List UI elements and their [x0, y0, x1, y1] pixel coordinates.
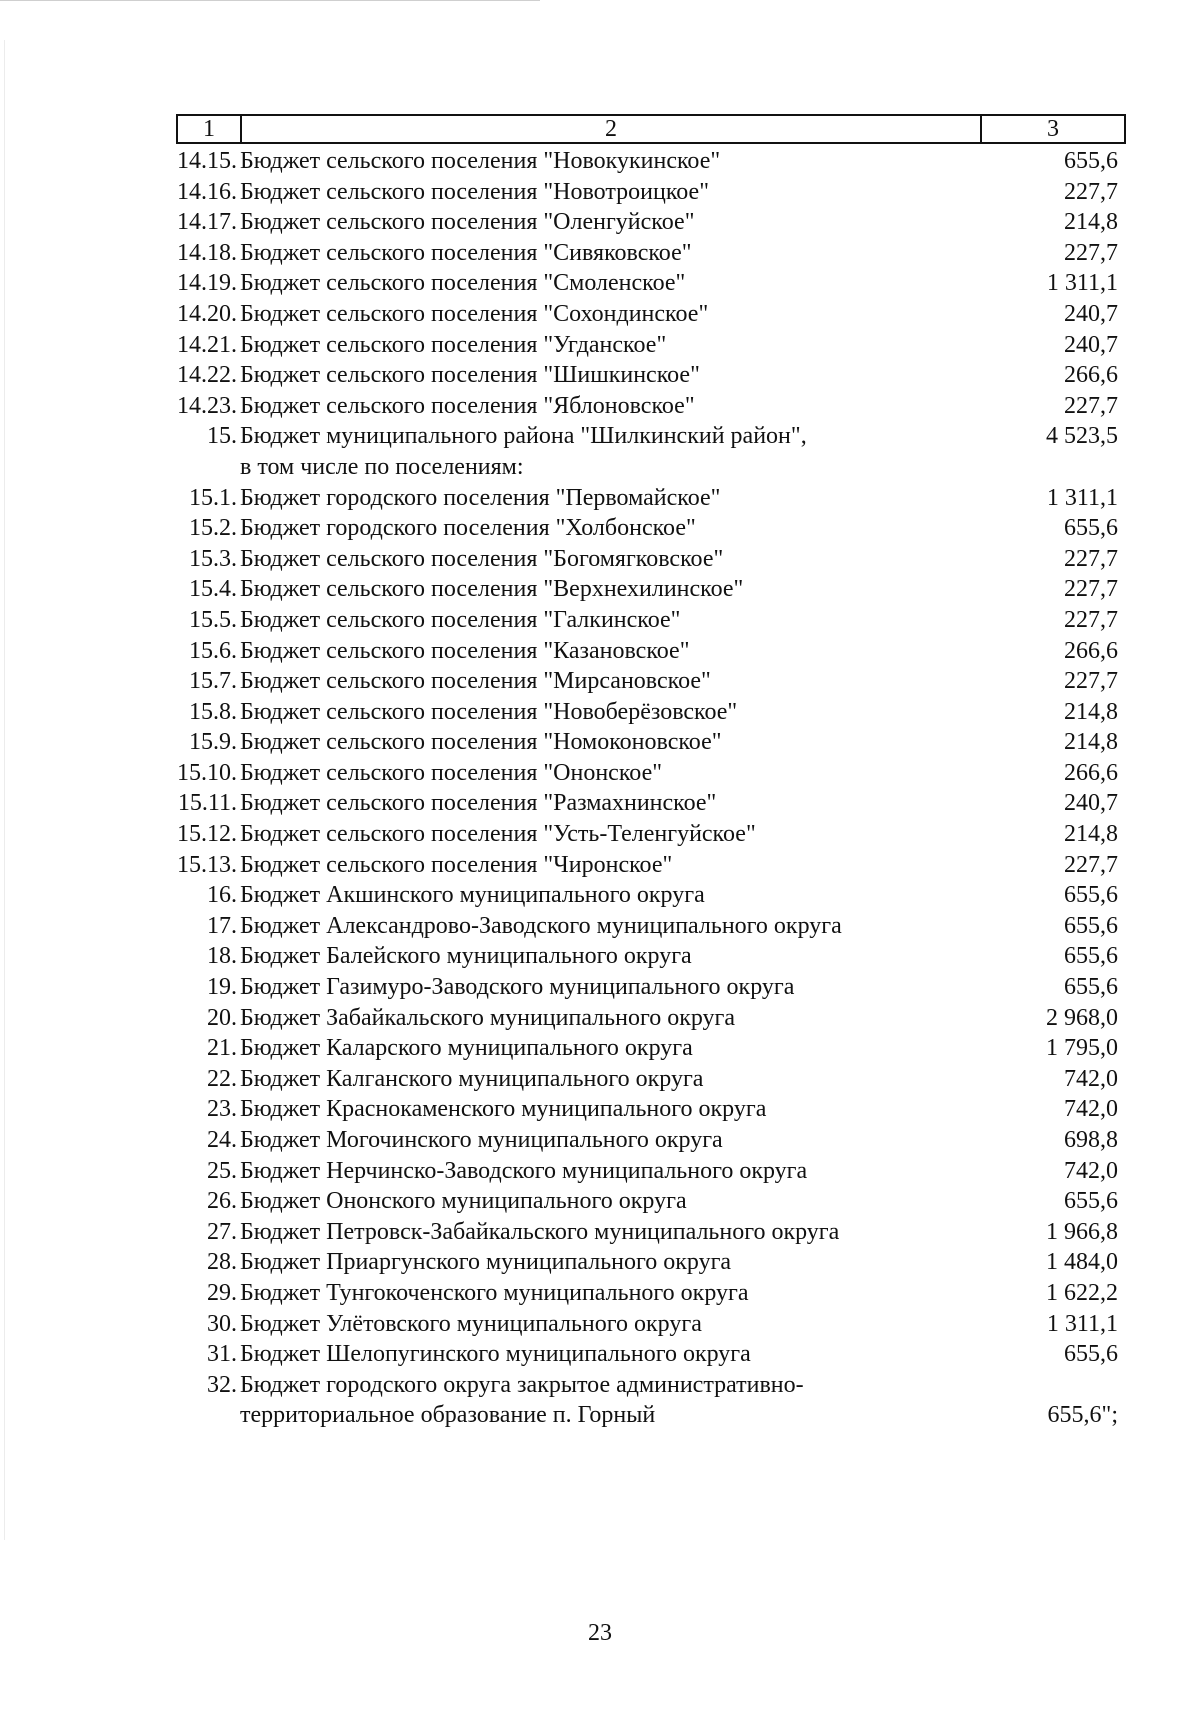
row-description: Бюджет сельского поселения "Ононское" — [240, 759, 663, 786]
table-row — [0, 1125, 1200, 1156]
row-number: 24. — [207, 1127, 237, 1153]
table-row — [0, 819, 1200, 850]
table-row — [0, 1278, 1200, 1309]
row-description: Бюджет Приаргунского муниципального округа — [240, 1249, 732, 1276]
table-row — [0, 788, 1200, 819]
row-number: 18. — [207, 943, 237, 970]
table-row — [0, 1309, 1200, 1340]
row-amount: 227,7 — [1064, 392, 1118, 419]
row-description: Бюджет муниципального района "Шилкинский район", — [240, 423, 807, 450]
row-amount: 1 795,0 — [1046, 1035, 1118, 1062]
row-number: 15.3. — [189, 545, 237, 572]
row-description: Бюджет Шелопугинского муниципального округа — [240, 1341, 751, 1368]
row-amount: 1 311,1 — [1046, 270, 1118, 297]
table-row — [0, 972, 1200, 1003]
table-row — [0, 177, 1200, 208]
row-amount: 240,7 — [1064, 331, 1118, 358]
row-amount: 655,6 — [1064, 148, 1118, 174]
table-row — [0, 1339, 1200, 1370]
row-amount: 214,8 — [1064, 209, 1118, 236]
table-row — [0, 330, 1200, 361]
row-description: Бюджет сельского поселения "Сивяковское" — [240, 239, 692, 266]
table-row — [0, 1033, 1200, 1064]
row-description: Бюджет сельского поселения "Верхнехилинское" — [240, 576, 744, 603]
row-description: Бюджет Нерчинско-Заводского муниципального округа — [240, 1157, 808, 1184]
table-row — [0, 758, 1200, 789]
row-number: 14.19. — [177, 270, 237, 297]
row-number: 14.15. — [177, 148, 237, 174]
row-description: Бюджет Тунгокоченского муниципального округа — [240, 1279, 749, 1306]
row-description: Бюджет Акшинского муниципального округа — [240, 882, 705, 909]
row-description: Бюджет сельского поселения "Номоконовское" — [240, 729, 722, 756]
row-description: Бюджет Балейского муниципального округа — [240, 943, 692, 970]
row-number: 25. — [207, 1157, 237, 1184]
row-amount: 227,7 — [1064, 668, 1118, 695]
row-description: Бюджет Краснокаменского муниципального округа — [240, 1096, 767, 1123]
row-description: Бюджет сельского поселения "Богомягковское" — [240, 545, 724, 572]
table-row — [0, 391, 1200, 422]
row-amount: 2 968,0 — [1046, 1004, 1118, 1031]
row-number: 14.20. — [177, 300, 237, 327]
row-number: 26. — [207, 1188, 237, 1215]
row-amount: 1 311,1 — [1046, 1310, 1118, 1337]
row-number: 15.4. — [189, 576, 237, 603]
row-description: Бюджет городского округа закрытое административно- — [240, 1371, 804, 1398]
row-number: 17. — [207, 912, 237, 939]
row-amount: 698,8 — [1064, 1127, 1118, 1153]
table-row — [0, 1186, 1200, 1217]
row-description: Бюджет сельского поселения "Размахнинское" — [240, 790, 717, 817]
row-amount: 1 484,0 — [1046, 1249, 1118, 1276]
row-amount: 266,6 — [1064, 759, 1118, 786]
row-amount: 742,0 — [1064, 1096, 1118, 1123]
row-description: Бюджет сельского поселения "Новотроицкое" — [240, 178, 709, 205]
row-description: Бюджет Калганского муниципального округа — [240, 1065, 704, 1092]
row-amount: 655,6 — [1064, 1188, 1118, 1215]
row-description: Бюджет сельского поселения "Чиронское" — [240, 851, 673, 878]
row-number: 14.21. — [177, 331, 237, 358]
row-amount: 227,7 — [1064, 239, 1118, 266]
table-row — [0, 1247, 1200, 1278]
table-row — [0, 574, 1200, 605]
row-description: Бюджет сельского поселения "Смоленское" — [240, 270, 686, 297]
table-row — [0, 880, 1200, 911]
row-description: Бюджет городского поселения "Первомайское" — [240, 484, 721, 511]
row-amount: 655,6"; — [1047, 1402, 1118, 1429]
row-number: 14.18. — [177, 239, 237, 266]
row-amount: 266,6 — [1064, 362, 1118, 389]
row-amount: 240,7 — [1064, 790, 1118, 817]
row-amount: 655,6 — [1064, 1341, 1118, 1368]
row-description: Бюджет городского поселения "Холбонское" — [240, 515, 696, 542]
table-row — [0, 238, 1200, 269]
table-row — [0, 1003, 1200, 1034]
row-amount: 227,7 — [1064, 606, 1118, 633]
row-number: 14.17. — [177, 209, 237, 236]
row-number: 31. — [207, 1341, 237, 1368]
row-number: 19. — [207, 974, 237, 1001]
row-number: 14.22. — [177, 362, 237, 389]
row-amount: 214,8 — [1064, 821, 1118, 848]
table-row — [0, 727, 1200, 758]
table-row — [0, 1094, 1200, 1125]
row-number: 16. — [207, 882, 237, 909]
row-amount: 1 311,1 — [1046, 484, 1118, 511]
row-number: 15.1. — [189, 484, 237, 511]
row-number: 15.6. — [189, 637, 237, 664]
table-row — [0, 636, 1200, 667]
row-amount: 1 622,2 — [1046, 1279, 1118, 1306]
row-number: 15.8. — [189, 698, 237, 725]
table-row — [0, 1064, 1200, 1095]
row-description: Бюджет Забайкальского муниципального округа — [240, 1004, 736, 1031]
table-row — [0, 697, 1200, 728]
row-number: 15.10. — [177, 759, 237, 786]
row-number: 22. — [207, 1065, 237, 1092]
row-description: Бюджет сельского поселения "Мирсановское" — [240, 668, 711, 695]
row-number: 15.5. — [189, 606, 237, 633]
row-description: территориальное образование п. Горный — [240, 1402, 656, 1429]
table-row — [0, 360, 1200, 391]
row-amount: 655,6 — [1064, 515, 1118, 542]
table-row — [0, 941, 1200, 972]
row-description: Бюджет сельского поселения "Оленгуйское" — [240, 209, 695, 236]
row-number: 28. — [207, 1249, 237, 1276]
table-row — [0, 605, 1200, 636]
row-number: 20. — [207, 1004, 237, 1031]
table-row — [0, 850, 1200, 881]
row-description: Бюджет Александрово-Заводского муниципального округа — [240, 912, 842, 939]
row-amount: 227,7 — [1064, 576, 1118, 603]
header-col-2: 2 — [242, 116, 982, 142]
row-number: 29. — [207, 1279, 237, 1306]
table-header — [176, 114, 1126, 144]
row-number: 32. — [207, 1371, 237, 1398]
row-description: Бюджет сельского поселения "Казановское" — [240, 637, 690, 664]
row-amount: 742,0 — [1064, 1157, 1118, 1184]
row-number: 27. — [207, 1218, 237, 1245]
budget-table-body — [0, 146, 1200, 1431]
row-number: 21. — [207, 1035, 237, 1062]
row-description: Бюджет сельского поселения "Сохондинское" — [240, 300, 709, 327]
table-row — [0, 452, 1200, 483]
table-row — [0, 207, 1200, 238]
row-amount: 227,7 — [1064, 178, 1118, 205]
row-amount: 655,6 — [1064, 912, 1118, 939]
row-number: 30. — [207, 1310, 237, 1337]
row-amount: 227,7 — [1064, 851, 1118, 878]
table-row — [0, 483, 1200, 514]
header-col-3: 3 — [1047, 115, 1059, 142]
table-row — [0, 513, 1200, 544]
row-amount: 214,8 — [1064, 698, 1118, 725]
row-number: 23. — [207, 1096, 237, 1123]
page-number: 23 — [588, 1620, 612, 1646]
table-row — [0, 1370, 1200, 1401]
table-row — [0, 421, 1200, 452]
row-amount: 266,6 — [1064, 637, 1118, 664]
row-number: 15.13. — [177, 851, 237, 878]
row-description: Бюджет сельского поселения "Новоберёзовское" — [240, 698, 738, 725]
row-number: 14.16. — [177, 178, 237, 205]
table-row — [0, 1400, 1200, 1431]
row-description: Бюджет сельского поселения "Угданское" — [240, 331, 667, 358]
row-description: Бюджет Могочинского муниципального округа — [240, 1127, 723, 1153]
row-amount: 655,6 — [1064, 974, 1118, 1001]
table-row — [0, 911, 1200, 942]
row-description: Бюджет сельского поселения "Усть-Теленгуйское" — [240, 821, 756, 848]
row-amount: 227,7 — [1064, 545, 1118, 572]
table-row — [0, 146, 1200, 177]
row-description: Бюджет Улётовского муниципального округа — [240, 1310, 702, 1337]
row-amount: 655,6 — [1064, 882, 1118, 909]
row-number: 15.7. — [189, 668, 237, 695]
row-amount: 240,7 — [1064, 300, 1118, 327]
row-description: в том числе по поселениям: — [240, 453, 524, 480]
row-description: Бюджет сельского поселения "Новокукинское" — [240, 148, 721, 174]
table-row — [0, 1217, 1200, 1248]
row-number: 15.12. — [177, 821, 237, 848]
row-amount: 4 523,5 — [1046, 423, 1118, 450]
row-description: Бюджет сельского поселения "Яблоновское" — [240, 392, 695, 419]
row-description: Бюджет Петровск-Забайкальского муниципального округа — [240, 1218, 840, 1245]
row-description: Бюджет сельского поселения "Шишкинское" — [240, 362, 700, 389]
table-row — [0, 666, 1200, 697]
scan-edge-top — [0, 0, 540, 1]
row-description: Бюджет Ононского муниципального округа — [240, 1188, 687, 1215]
header-col-1: 1 — [178, 116, 242, 142]
table-row — [0, 268, 1200, 299]
row-description: Бюджет Газимуро-Заводского муниципального округа — [240, 974, 795, 1001]
row-number: 14.23. — [177, 392, 237, 419]
row-number: 15. — [207, 423, 237, 450]
table-row — [0, 299, 1200, 330]
table-row — [0, 1156, 1200, 1187]
row-description: Бюджет сельского поселения "Галкинское" — [240, 606, 681, 633]
row-number: 15.9. — [189, 729, 237, 756]
row-number: 15.11. — [177, 790, 237, 817]
row-description: Бюджет Каларского муниципального округа — [240, 1035, 693, 1062]
row-amount: 1 966,8 — [1046, 1218, 1118, 1245]
row-amount: 214,8 — [1064, 729, 1118, 756]
row-amount: 655,6 — [1064, 943, 1118, 970]
row-number: 15.2. — [189, 515, 237, 542]
row-amount: 742,0 — [1064, 1065, 1118, 1092]
table-row — [0, 544, 1200, 575]
